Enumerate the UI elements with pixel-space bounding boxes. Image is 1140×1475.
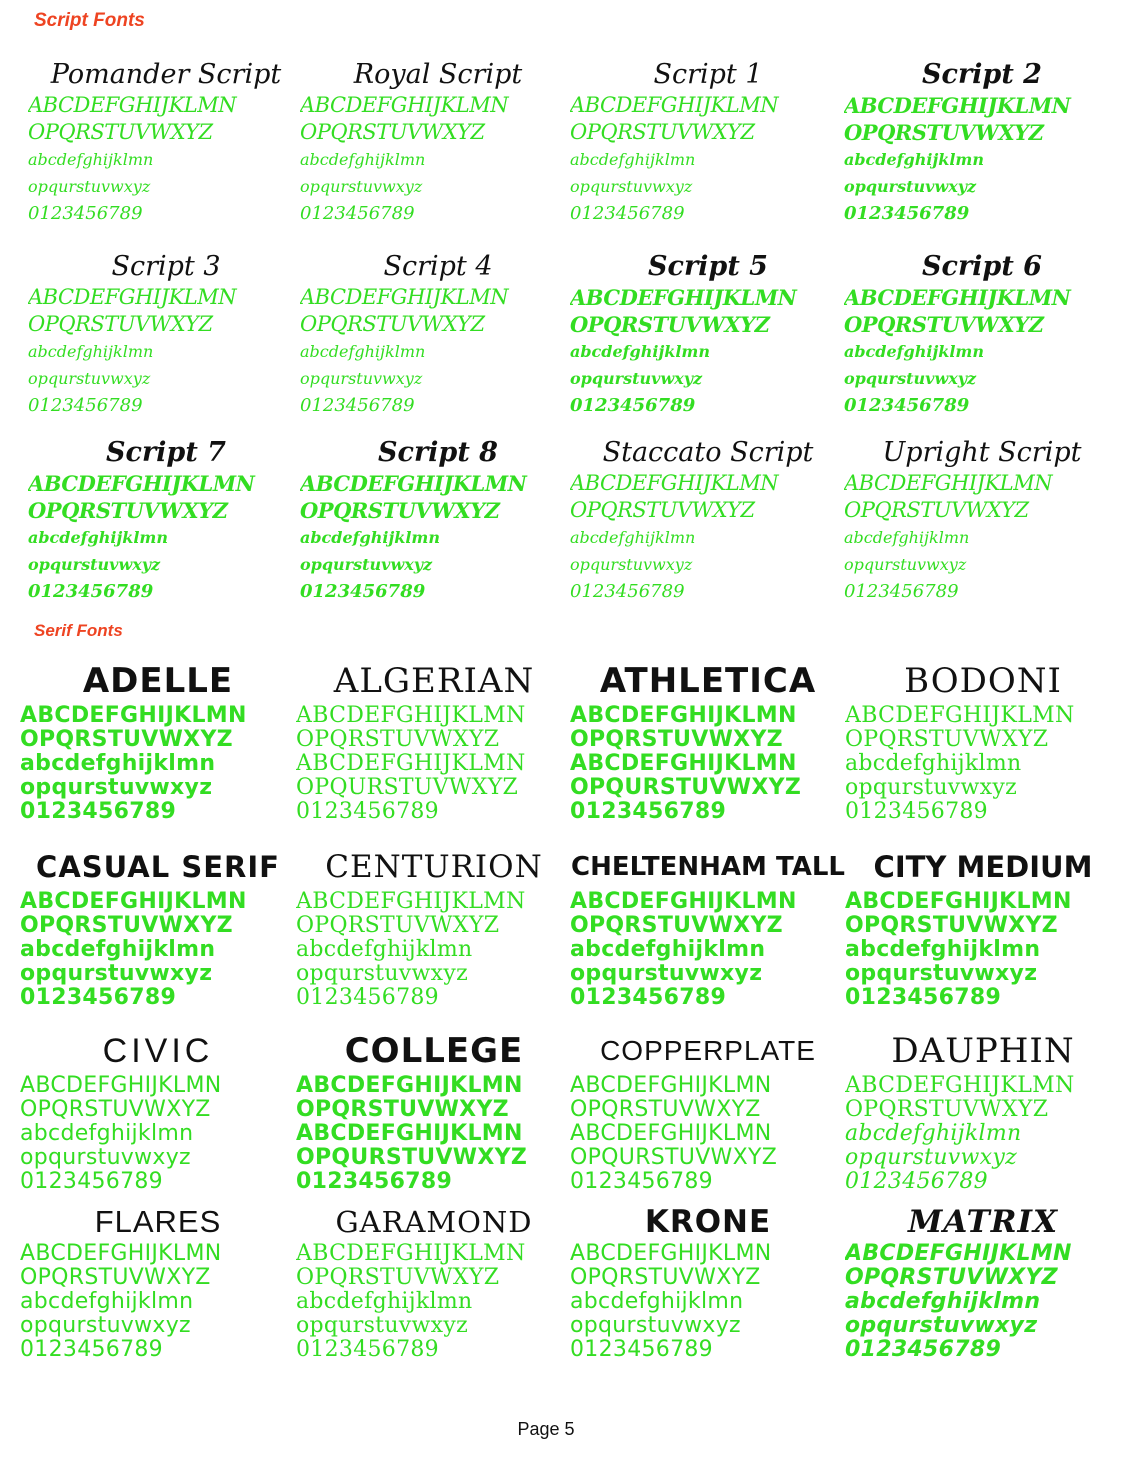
sample-line-1: ABCDEFGHIJKLMN [845, 1242, 1072, 1266]
font-card-algerian [296, 658, 572, 824]
font-name: Script 1 [653, 59, 763, 90]
sample-line-5: 0123456789 [570, 1338, 713, 1362]
sample-lowercase-2: opqurstuvwxyz [300, 369, 423, 388]
sample-line-4: opqurstuvwxyz [20, 776, 213, 800]
sample-line-3: ABCDEFGHIJKLMN [296, 752, 526, 776]
sample-line-3: abcdefghijklmn [570, 1290, 744, 1314]
sample-line-1: ABCDEFGHIJKLMN [20, 1074, 222, 1098]
sample-line-2: OPQRSTUVWXYZ [296, 728, 500, 752]
sample-uppercase-1: ABCDEFGHIJKLMN [28, 285, 237, 309]
sample-line-5: 0123456789 [296, 800, 439, 824]
font-card-college [296, 1028, 572, 1194]
sample-lowercase-1: abcdefghijklmn [300, 150, 426, 169]
font-name: CENTURION [325, 849, 543, 885]
sample-line-2: OPQRSTUVWXYZ [845, 728, 1049, 752]
font-name: CITY MEDIUM [873, 850, 1093, 884]
sample-line-3: abcdefghijklmn [20, 938, 216, 962]
font-card-copperplate [570, 1028, 846, 1194]
sample-line-3: abcdefghijklmn [570, 938, 766, 962]
font-name: Script 2 [922, 59, 1042, 90]
font-card-script-3 [28, 250, 304, 419]
sample-line-2: OPQRSTUVWXYZ [570, 1266, 761, 1290]
sample-uppercase-1: ABCDEFGHIJKLMN [844, 471, 1053, 495]
sample-line-1: ABCDEFGHIJKLMN [296, 1242, 526, 1266]
font-card-script-6 [844, 250, 1120, 419]
sample-uppercase-1: ABCDEFGHIJKLMN [570, 285, 797, 310]
font-card-script-2 [844, 58, 1120, 227]
font-card-cheltenham-tall [570, 844, 846, 1010]
sample-uppercase-2: OPQRSTUVWXYZ [300, 120, 485, 144]
sample-line-4: opqurstuvwxyz [845, 1146, 1017, 1170]
sample-line-1: ABCDEFGHIJKLMN [845, 704, 1075, 728]
font-name: Script 4 [383, 251, 493, 282]
sample-lowercase-2: opqurstuvwxyz [570, 369, 703, 388]
sample-digits: 0123456789 [570, 581, 685, 602]
sample-uppercase-1: ABCDEFGHIJKLMN [28, 93, 237, 117]
font-name: GARAMOND [335, 1205, 533, 1239]
sample-line-5: 0123456789 [20, 986, 177, 1010]
sample-lowercase-1: abcdefghijklmn [844, 150, 984, 169]
sample-digits: 0123456789 [570, 395, 696, 416]
sample-uppercase-1: ABCDEFGHIJKLMN [570, 93, 779, 117]
sample-lowercase-2: opqurstuvwxyz [28, 369, 151, 388]
sample-line-5: 0123456789 [570, 800, 727, 824]
font-name: MATRIX [907, 1204, 1059, 1240]
sample-line-4: opqurstuvwxyz [20, 1146, 191, 1170]
sample-line-2: OPQRSTUVWXYZ [845, 1098, 1049, 1122]
sample-lowercase-2: opqurstuvwxyz [844, 555, 967, 574]
sample-lowercase-1: abcdefghijklmn [28, 150, 154, 169]
font-card-flares [20, 1202, 296, 1362]
sample-line-5: 0123456789 [845, 800, 988, 824]
sample-line-5: 0123456789 [296, 986, 439, 1010]
sample-uppercase-1: ABCDEFGHIJKLMN [28, 471, 255, 496]
font-card-royal-script [300, 58, 576, 227]
font-card-athletica [570, 658, 846, 824]
sample-uppercase-2: OPQRSTUVWXYZ [28, 312, 213, 336]
sample-line-1: ABCDEFGHIJKLMN [570, 1242, 772, 1266]
sample-line-5: 0123456789 [20, 800, 177, 824]
sample-line-2: OPQRSTUVWXYZ [296, 1098, 509, 1122]
font-name: Upright Script [882, 437, 1082, 468]
sample-line-3: abcdefghijklmn [845, 938, 1041, 962]
sample-line-3: abcdefghijklmn [20, 752, 216, 776]
font-card-bodoni [845, 658, 1121, 824]
sample-uppercase-2: OPQRSTUVWXYZ [844, 498, 1029, 522]
font-name: Script 5 [648, 251, 768, 282]
font-card-garamond [296, 1202, 572, 1362]
sample-digits: 0123456789 [300, 203, 415, 224]
sample-line-1: ABCDEFGHIJKLMN [570, 1074, 772, 1098]
font-card-civic [20, 1028, 296, 1194]
sample-line-4: opqurstuvwxyz [296, 1314, 468, 1338]
sample-line-4: opqurstuvwxyz [845, 1314, 1038, 1338]
font-name: COLLEGE [344, 1031, 524, 1071]
sample-line-1: ABCDEFGHIJKLMN [296, 704, 526, 728]
sample-digits: 0123456789 [844, 203, 970, 224]
font-name: FLARES [94, 1204, 222, 1239]
sample-line-2: OPQRSTUVWXYZ [845, 914, 1058, 938]
sample-uppercase-2: OPQRSTUVWXYZ [28, 120, 213, 144]
sample-lowercase-2: opqurstuvwxyz [300, 555, 433, 574]
font-card-dauphin [845, 1028, 1121, 1194]
font-card-upright-script [844, 436, 1120, 605]
sample-line-4: opqurstuvwxyz [570, 1314, 741, 1338]
sample-digits: 0123456789 [300, 395, 415, 416]
font-name: ATHLETICA [599, 661, 817, 701]
font-card-centurion [296, 844, 572, 1010]
font-name: DAUPHIN [891, 1031, 1075, 1071]
font-card-script-7 [28, 436, 304, 605]
sample-uppercase-2: OPQRSTUVWXYZ [570, 312, 770, 337]
sample-uppercase-1: ABCDEFGHIJKLMN [570, 471, 779, 495]
sample-line-2: OPQRSTUVWXYZ [20, 728, 233, 752]
sample-uppercase-1: ABCDEFGHIJKLMN [300, 471, 527, 496]
sample-uppercase-1: ABCDEFGHIJKLMN [300, 93, 509, 117]
sample-digits: 0123456789 [844, 581, 959, 602]
sample-line-4: opqurstuvwxyz [296, 962, 468, 986]
sample-line-2: OPQRSTUVWXYZ [296, 1266, 500, 1290]
sample-line-3: abcdefghijklmn [845, 1290, 1041, 1314]
sample-line-3: ABCDEFGHIJKLMN [570, 752, 797, 776]
sample-uppercase-2: OPQRSTUVWXYZ [300, 498, 500, 523]
sample-line-3: ABCDEFGHIJKLMN [570, 1122, 772, 1146]
font-name: Script 7 [106, 437, 226, 468]
font-name: Royal Script [353, 59, 523, 90]
font-card-casual-serif [20, 844, 296, 1010]
sample-line-2: OPQRSTUVWXYZ [20, 1266, 211, 1290]
sample-digits: 0123456789 [844, 395, 970, 416]
font-card-matrix [845, 1202, 1121, 1362]
font-name: KRONE [644, 1204, 772, 1240]
sample-line-1: ABCDEFGHIJKLMN [845, 1074, 1075, 1098]
font-card-city-medium [845, 844, 1121, 1010]
sample-lowercase-2: opqurstuvwxyz [28, 177, 151, 196]
sample-lowercase-2: opqurstuvwxyz [28, 555, 161, 574]
sample-uppercase-1: ABCDEFGHIJKLMN [844, 285, 1071, 310]
font-name: BODONI [904, 661, 1062, 701]
sample-line-4: OPQURSTUVWXYZ [296, 1146, 528, 1170]
sample-line-2: OPQRSTUVWXYZ [20, 914, 233, 938]
sample-line-3: abcdefghijklmn [20, 1290, 194, 1314]
sample-line-5: 0123456789 [20, 1338, 163, 1362]
font-name: COPPERPLATE [600, 1035, 816, 1066]
sample-lowercase-1: abcdefghijklmn [300, 342, 426, 361]
sample-line-3: abcdefghijklmn [296, 938, 473, 962]
font-name: Script 8 [378, 437, 498, 468]
sample-lowercase-1: abcdefghijklmn [844, 528, 970, 547]
sample-lowercase-2: opqurstuvwxyz [300, 177, 423, 196]
font-card-script-1 [570, 58, 846, 227]
sample-line-1: ABCDEFGHIJKLMN [845, 890, 1072, 914]
sample-lowercase-1: abcdefghijklmn [844, 342, 984, 361]
font-name: ADELLE [82, 661, 234, 701]
sample-lowercase-1: abcdefghijklmn [28, 342, 154, 361]
sample-uppercase-2: OPQRSTUVWXYZ [570, 498, 755, 522]
font-name: ALGERIAN [333, 661, 535, 701]
font-card-adelle [20, 658, 296, 824]
font-card-script-8 [300, 436, 576, 605]
font-card-staccato-script [570, 436, 846, 605]
sample-line-2: OPQRSTUVWXYZ [570, 914, 783, 938]
sample-lowercase-1: abcdefghijklmn [300, 528, 440, 547]
font-name: CASUAL SERIF [36, 850, 280, 884]
sample-line-2: OPQRSTUVWXYZ [845, 1266, 1058, 1290]
sample-line-3: abcdefghijklmn [845, 752, 1022, 776]
sample-line-4: opqurstuvwxyz [845, 776, 1017, 800]
sample-line-5: 0123456789 [845, 986, 1002, 1010]
sample-line-3: abcdefghijklmn [296, 1290, 473, 1314]
sample-line-5: 0123456789 [296, 1338, 439, 1362]
sample-line-1: ABCDEFGHIJKLMN [570, 890, 797, 914]
sample-digits: 0123456789 [28, 395, 143, 416]
sample-uppercase-2: OPQRSTUVWXYZ [844, 312, 1044, 337]
sample-line-1: ABCDEFGHIJKLMN [296, 1074, 523, 1098]
sample-line-3: abcdefghijklmn [20, 1122, 194, 1146]
sample-uppercase-2: OPQRSTUVWXYZ [844, 120, 1044, 145]
sample-line-5: 0123456789 [20, 1170, 163, 1194]
sample-line-4: opqurstuvwxyz [570, 962, 763, 986]
sample-line-4: OPQURSTUVWXYZ [296, 776, 519, 800]
sample-lowercase-1: abcdefghijklmn [570, 528, 696, 547]
sample-line-4: opqurstuvwxyz [20, 1314, 191, 1338]
sample-uppercase-2: OPQRSTUVWXYZ [28, 498, 228, 523]
sample-digits: 0123456789 [300, 581, 426, 602]
sample-digits: 0123456789 [28, 581, 154, 602]
sample-lowercase-2: opqurstuvwxyz [570, 555, 693, 574]
sample-uppercase-2: OPQRSTUVWXYZ [570, 120, 755, 144]
sample-line-4: opqurstuvwxyz [20, 962, 213, 986]
font-card-pomander-script [28, 58, 304, 227]
sample-line-3: abcdefghijklmn [845, 1122, 1022, 1146]
sample-uppercase-1: ABCDEFGHIJKLMN [844, 93, 1071, 118]
sample-line-5: 0123456789 [570, 1170, 713, 1194]
font-card-script-5 [570, 250, 846, 419]
sample-line-2: OPQRSTUVWXYZ [296, 914, 500, 938]
sample-line-2: OPQRSTUVWXYZ [570, 728, 783, 752]
sample-line-2: OPQRSTUVWXYZ [570, 1098, 761, 1122]
sample-lowercase-2: opqurstuvwxyz [570, 177, 693, 196]
sample-line-4: OPQURSTUVWXYZ [570, 1146, 778, 1170]
sample-line-1: ABCDEFGHIJKLMN [570, 704, 797, 728]
sample-uppercase-1: ABCDEFGHIJKLMN [300, 285, 509, 309]
sample-lowercase-2: opqurstuvwxyz [844, 369, 977, 388]
sample-lowercase-1: abcdefghijklmn [28, 528, 168, 547]
sample-line-3: ABCDEFGHIJKLMN [296, 1122, 523, 1146]
font-name: Script 3 [111, 251, 221, 282]
font-name: CHELTENHAM TALL [571, 852, 845, 882]
sample-digits: 0123456789 [28, 203, 143, 224]
sample-digits: 0123456789 [570, 203, 685, 224]
font-name: CIVIC [102, 1032, 214, 1070]
page-number: Page 5 [517, 1419, 575, 1439]
sample-line-5: 0123456789 [296, 1170, 453, 1194]
sample-line-1: ABCDEFGHIJKLMN [20, 1242, 222, 1266]
font-name: Script 6 [922, 251, 1042, 282]
sample-lowercase-1: abcdefghijklmn [570, 150, 696, 169]
sample-uppercase-2: OPQRSTUVWXYZ [300, 312, 485, 336]
font-name: Staccato Script [602, 437, 814, 468]
font-card-script-4 [300, 250, 576, 419]
serif-fonts-heading: Serif Fonts [34, 621, 123, 640]
script-fonts-heading: Script Fonts [34, 10, 145, 31]
sample-line-1: ABCDEFGHIJKLMN [296, 890, 526, 914]
sample-lowercase-2: opqurstuvwxyz [844, 177, 977, 196]
sample-line-1: ABCDEFGHIJKLMN [20, 704, 247, 728]
sample-line-5: 0123456789 [570, 986, 727, 1010]
sample-line-1: ABCDEFGHIJKLMN [20, 890, 247, 914]
sample-line-4: opqurstuvwxyz [845, 962, 1038, 986]
sample-line-5: 0123456789 [845, 1170, 988, 1194]
font-card-krone [570, 1202, 846, 1362]
sample-lowercase-1: abcdefghijklmn [570, 342, 710, 361]
sample-line-4: OPQURSTUVWXYZ [570, 776, 802, 800]
font-name: Pomander Script [50, 59, 282, 90]
sample-line-2: OPQRSTUVWXYZ [20, 1098, 211, 1122]
sample-line-5: 0123456789 [845, 1338, 1002, 1362]
